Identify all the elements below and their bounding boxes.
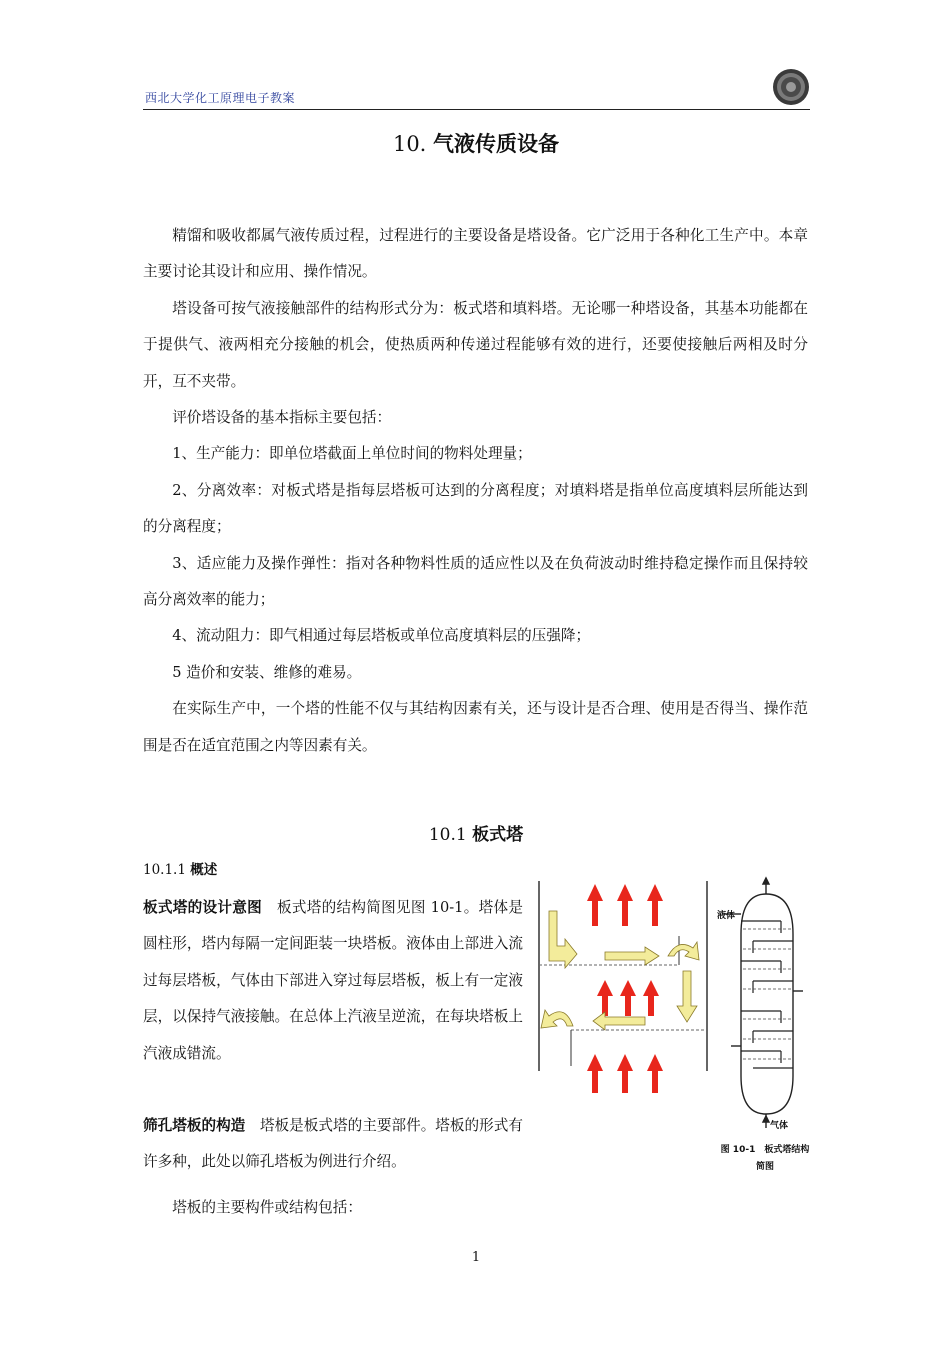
section-title: 板式塔 bbox=[472, 825, 524, 845]
subsection-number: 10.1.1 bbox=[143, 862, 186, 878]
university-seal-icon bbox=[772, 68, 810, 106]
gas-label: 气体 bbox=[770, 1121, 789, 1131]
gas-arrow-icon bbox=[587, 884, 663, 926]
gas-arrow-icon bbox=[587, 1054, 663, 1093]
sieve-plate-lead: 筛孔塔板的构造 bbox=[143, 1117, 246, 1135]
figure-10-1 bbox=[535, 876, 810, 1176]
sieve-plate-text: 塔板是板式塔的主要部件。塔板的形式有许多种，此处以筛孔塔板为例进行介绍。 bbox=[143, 1117, 523, 1171]
paragraph: 塔设备可按气液接触部件的结构形式分为：板式塔和填料塔。无论哪一种塔设备，其基本功能都在于提供气、液两相充分接触的机会，使热质两种传递过程能够有效的进行，还要使接触后两相及时分开，互不夹带。 bbox=[143, 299, 808, 390]
paragraph: 评价塔设备的基本指标主要包括： bbox=[172, 409, 392, 427]
paragraph: 精馏和吸收都属气液传质过程，过程进行的主要设备是塔设备。它广泛用于各种化工生产中。本章主要讨论其设计和应用、操作情况。 bbox=[143, 227, 808, 281]
caption-line: 图 10-1 板式塔结构 bbox=[720, 1145, 810, 1155]
chapter-title-text: 气液传质设备 bbox=[433, 132, 560, 156]
section-heading bbox=[0, 820, 952, 845]
figure-caption bbox=[715, 1142, 815, 1176]
design-text-column bbox=[143, 890, 523, 1181]
tower-column-icon bbox=[725, 878, 803, 1128]
list-item: 5 造价和安装、维修的难易。 bbox=[172, 663, 362, 681]
section-number: 10.1 bbox=[428, 825, 467, 845]
gas-arrow-icon bbox=[597, 980, 659, 1016]
subsection-title: 概述 bbox=[190, 862, 218, 878]
design-intent-text: 板式塔的结构简图见图 10-1。塔体是圆柱形，塔内每隔一定间距装一块塔板。液体由上部进入流过每层塔板，气体由下部进入穿过每层塔板，板上有一定液层，以保持气液接触。在总体上汽液呈逆流，在每块塔板上汽液成错流。 bbox=[143, 899, 523, 1062]
chapter-number: 10. bbox=[392, 132, 427, 156]
liquid-arrow-icon bbox=[541, 911, 699, 1030]
liquid-label: 液体 bbox=[717, 911, 736, 921]
chapter-title bbox=[0, 128, 952, 158]
components-intro: 塔板的主要构件或结构包括： bbox=[172, 1199, 362, 1216]
plate-tower-diagram bbox=[535, 876, 807, 1140]
page-header bbox=[143, 68, 810, 110]
page-number: 1 bbox=[471, 1250, 481, 1265]
subsection-heading bbox=[143, 858, 217, 878]
design-intent-lead: 板式塔的设计意图 bbox=[143, 899, 263, 916]
list-item: 4、流动阻力：即气相通过每层塔板或单位高度填料层的压强降； bbox=[172, 627, 591, 645]
caption-line: 简图 bbox=[755, 1162, 774, 1172]
tray-icon bbox=[741, 921, 793, 1068]
list-item: 3、适应能力及操作弹性：指对各种物料性质的适应性以及在负荷波动时维持稳定操作而且保持较高分离效率的能力； bbox=[143, 554, 808, 609]
list-item: 2、分离效率：对板式塔是指每层塔板可达到的分离程度；对填料塔是指单位高度填料层所能达到的分离程度； bbox=[143, 481, 808, 536]
list-item: 1、生产能力：即单位塔截面上单位时间的物料处理量； bbox=[172, 445, 532, 463]
intro-body bbox=[143, 218, 808, 764]
design-intent-paragraph bbox=[143, 890, 523, 1072]
paragraph: 在实际生产中，一个塔的性能不仅与其结构因素有关，还与设计是否合理、使用是否得当、操作范围是否在适宜范围之内等因素有关。 bbox=[143, 700, 808, 754]
header-rule bbox=[143, 109, 810, 110]
header-text: 西北大学化工原理电子教案 bbox=[145, 91, 296, 105]
sieve-plate-paragraph bbox=[143, 1108, 523, 1181]
